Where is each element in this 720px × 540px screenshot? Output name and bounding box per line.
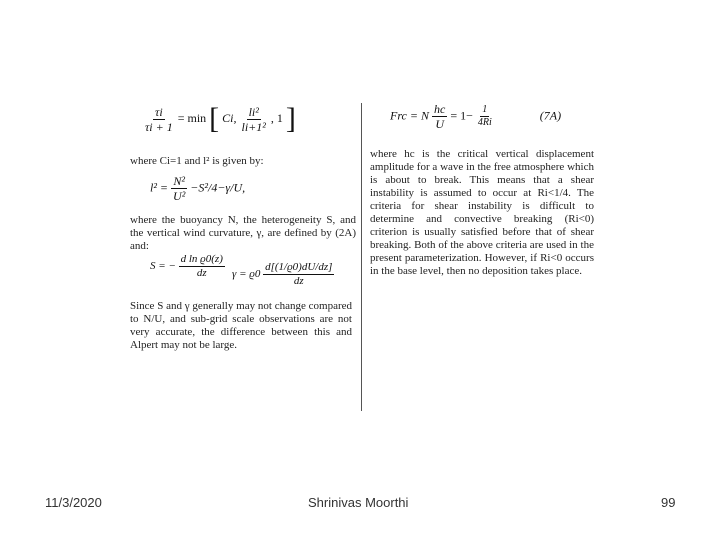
gamma-fraction [263, 262, 334, 287]
froude-minus: = 1− [450, 108, 473, 123]
equation-l-squared [150, 175, 245, 202]
four-ri-denominator: 4Ri [477, 117, 492, 128]
equation-gamma-definition [232, 262, 334, 287]
one-numerator: 1 [482, 104, 488, 115]
l-ratio-denominator: li+1² [241, 119, 266, 134]
column-divider [361, 103, 362, 411]
u-squared: U² [173, 189, 186, 203]
equation-s-definition [150, 254, 225, 279]
gamma-lhs: γ = ϱ0 [232, 268, 261, 281]
one-over-4ri-fraction [476, 105, 494, 128]
min-operator: = min [177, 110, 207, 125]
equation-froude-critical [390, 103, 561, 130]
n-over-u-fraction [171, 175, 187, 202]
froude-lhs: Frc = N [390, 108, 429, 123]
hc-numerator: hc [433, 102, 446, 116]
l-squared-lhs: l² = [150, 180, 169, 195]
equation-tau-ratio: $\frac{\tau i}{\tau i + 1}$ = min [ Ci, $\frac{\text{li²}}{\text{li+1²}}$ , 1 ] [145, 102, 296, 135]
footer-date: 11/3/2020 [45, 495, 102, 510]
footer-page-number: 99 [661, 495, 676, 510]
footer-author: Shrinivas Moorthi [308, 495, 409, 510]
min-arg-one: , 1 [270, 110, 283, 125]
hc-over-u-fraction [432, 103, 447, 130]
gamma-denominator: dz [293, 275, 304, 287]
paragraph-ci-definition: where Ci=1 and l² is given by: [130, 155, 264, 167]
gamma-numerator: d[(1/ϱ0)dU/dz] [265, 261, 333, 273]
equation-label-7a: (7A) [539, 108, 562, 123]
tau-ratio-numerator: τi [155, 104, 163, 119]
min-arg-c: Ci [222, 110, 234, 125]
s-lhs: S = − [150, 260, 176, 273]
paragraph-critical-displacement: where hc is the critical vertical displacement amplitude for a wave in the free atmosphere which is about to break. This means that a shear instability is assumed to occur at Ri<1/4. The criteria for shear instability is difficult to determine and convective breaking (Ri<0) criterion is usually satisfied before that of shear breaking. Both of the above criteria are used in the present parameterization. However, if Ri<0 occurs in the base level, then no deposition takes place. [370, 148, 594, 277]
s-denominator: dz [196, 267, 207, 279]
u-denominator: U [435, 117, 444, 131]
tau-ratio-denominator: τi + 1 [145, 119, 173, 134]
s-numerator: d ln ϱ0(z) [180, 253, 223, 265]
l-squared-rest: −S²/4−γ/U, [190, 180, 246, 195]
paragraph-buoyancy-definition: where the buoyancy N, the heterogeneity S, and the vertical wind curvature, γ, are defined by (2A) and: [130, 214, 356, 252]
n-squared: N² [173, 174, 185, 188]
l-ratio-fraction [240, 106, 268, 133]
l-ratio-numerator: li² [248, 104, 259, 119]
s-fraction [179, 254, 225, 279]
paragraph-alpert-comparison: Since S and γ generally may not change compared to N/U, and sub-grid scale observations are not very accurate, the difference between this and Alpert may not be large. [130, 300, 352, 351]
tau-ratio-fraction [143, 106, 175, 133]
